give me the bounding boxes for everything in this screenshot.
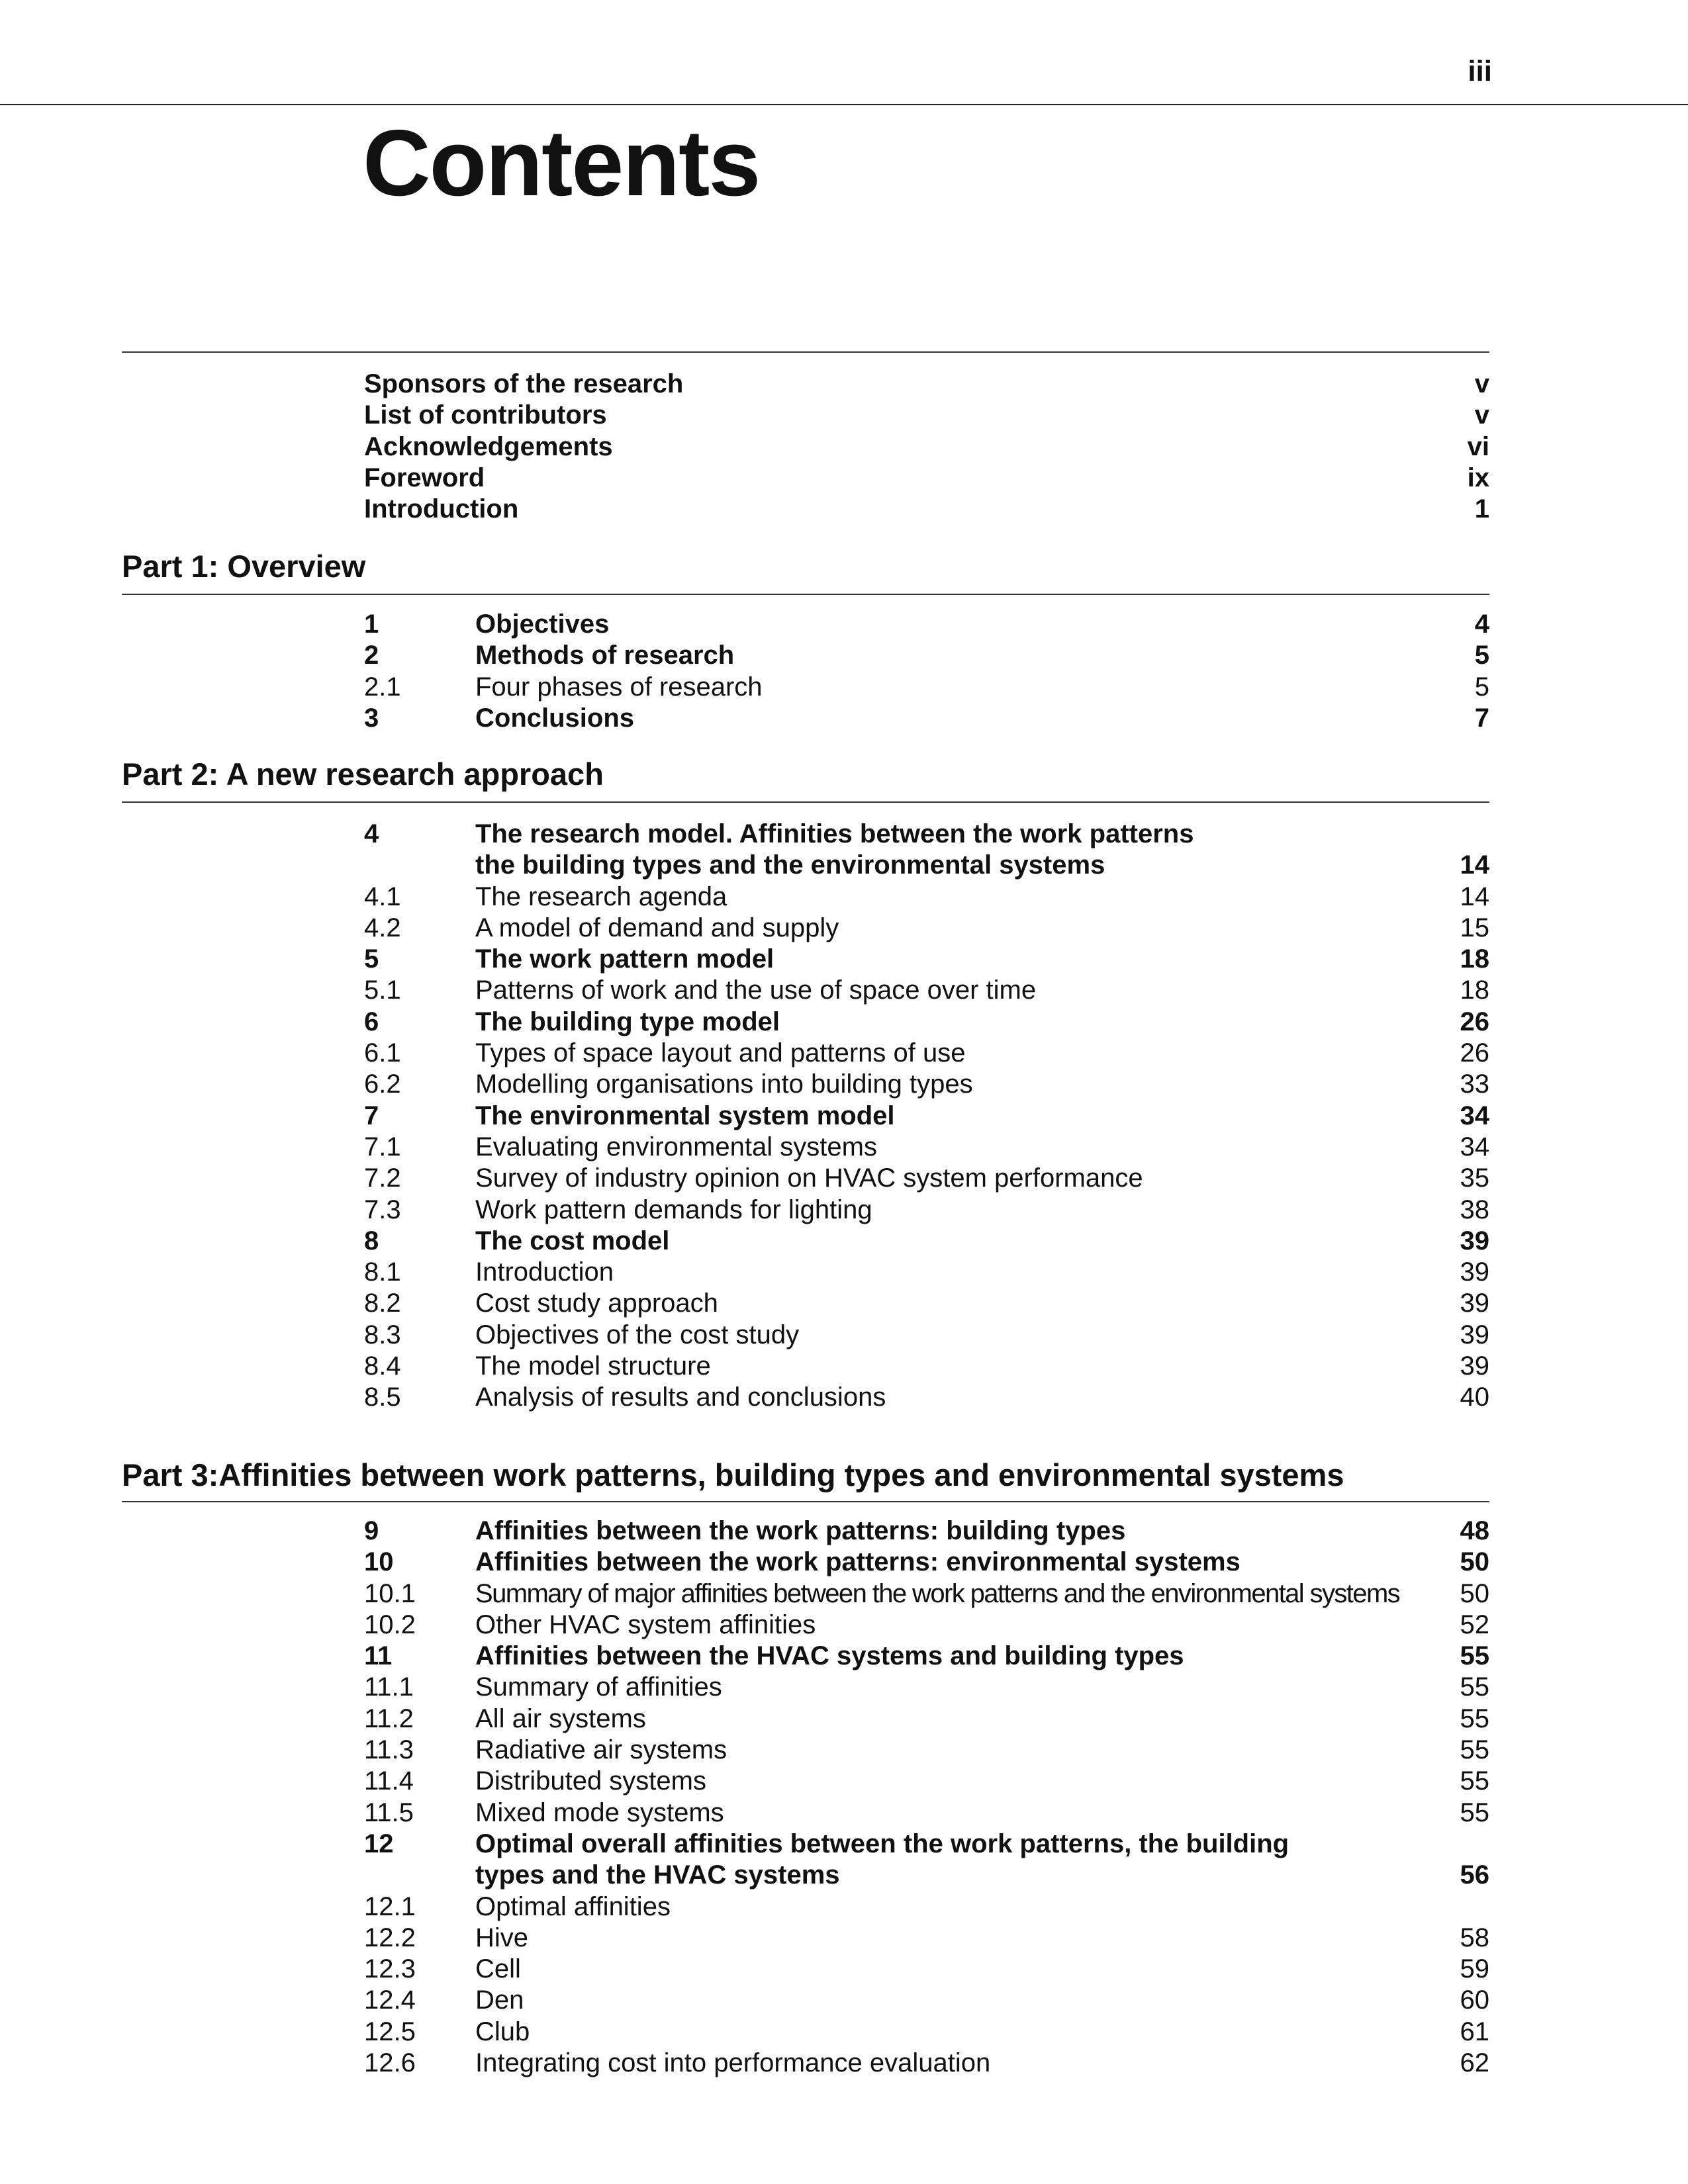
toc-entry-page: 14 [1460, 882, 1489, 911]
toc-entry-title: Analysis of results and conclusions [475, 1383, 886, 1412]
toc-entry-page: 61 [1460, 2017, 1489, 2046]
toc-entry-title: Conclusions [475, 703, 635, 733]
toc-entry-title: The cost model [475, 1226, 670, 1255]
toc-entry-title: Summary of major affinities between the work patterns and the environmental systems [475, 1578, 1400, 1608]
toc-entry [0, 1954, 1688, 1985]
toc-entry-number: 11.5 [364, 1797, 414, 1827]
toc-entry [0, 2048, 1688, 2079]
toc-entry-number: 8.4 [364, 1351, 401, 1381]
toc-entry-title: Methods of research [475, 641, 735, 670]
toc-entry-page: 55 [1460, 1704, 1489, 1733]
toc-entry-title: Modelling organisations into building types [475, 1069, 973, 1099]
toc-entry [0, 1132, 1688, 1163]
page-title: Contents [363, 111, 760, 216]
toc-entry-page: 55 [1460, 1735, 1489, 1765]
toc-entry [0, 1226, 1688, 1257]
toc-entry-page: vi [1467, 432, 1489, 461]
part-3-rule [122, 1501, 1489, 1502]
toc-entry-title: The research model. Affinities between the work patterns [475, 819, 1194, 848]
toc-entry [0, 1891, 1688, 1923]
toc-entry [0, 1735, 1688, 1766]
toc-entry [0, 913, 1688, 944]
toc-entry-page: 1 [1474, 494, 1489, 524]
part-heading-3: Part 3:Affinities between work patterns, building types and environmental systems [122, 1457, 1344, 1492]
toc-entry [0, 850, 1688, 881]
toc-entry-title: The building type model [475, 1007, 780, 1036]
toc-entry [0, 1641, 1688, 1672]
toc-entry [0, 1038, 1688, 1069]
toc-entry-number: 2 [364, 641, 379, 670]
toc-entry [0, 640, 1688, 671]
toc-entry-number: 10.1 [364, 1578, 416, 1608]
toc-entry-number: 1 [364, 610, 379, 639]
toc-entry-number: 6.1 [364, 1038, 401, 1068]
toc-entry-number: 8.1 [364, 1257, 401, 1287]
toc-entry-page: ix [1467, 463, 1489, 492]
toc-entry-title: Distributed systems [475, 1766, 706, 1796]
toc-entry-number: 9 [364, 1516, 379, 1545]
toc-entry-title: Objectives [475, 610, 610, 639]
toc-entry-title: The environmental system model [475, 1101, 895, 1130]
toc-entry-number: 4.1 [364, 882, 401, 911]
toc-entry-number: 3 [364, 703, 379, 733]
toc-entry-number: 4 [364, 819, 379, 848]
toc-entry [0, 1288, 1688, 1319]
toc-entry [0, 432, 1688, 463]
toc-entry-title: All air systems [475, 1704, 646, 1733]
toc-entry-title: Optimal affinities [475, 1891, 671, 1921]
toc-entry [0, 1578, 1688, 1610]
toc-entry-number: 12.1 [364, 1891, 416, 1921]
toc-entry [0, 1797, 1688, 1829]
toc-entry-title: The work pattern model [475, 944, 774, 974]
toc-entry-title: Types of space layout and patterns of use [475, 1038, 966, 1068]
toc-entry-title: Evaluating environmental systems [475, 1132, 877, 1161]
toc-entry-title: Mixed mode systems [475, 1797, 724, 1827]
toc-entry-number: 8.3 [364, 1320, 401, 1349]
toc-entry-page: 14 [1460, 850, 1489, 880]
toc-entry-page: v [1474, 400, 1489, 430]
toc-entry [0, 1829, 1688, 1860]
toc-entry [0, 609, 1688, 640]
toc-entry-title: The research agenda [475, 882, 727, 911]
toc-entry-page: 60 [1460, 1985, 1489, 2015]
toc-entry-title: Patterns of work and the use of space over time [475, 976, 1037, 1005]
toc-entry-title: A model of demand and supply [475, 913, 839, 942]
toc-entry [0, 1101, 1688, 1132]
toc-entry [0, 1007, 1688, 1038]
toc-entry [0, 1923, 1688, 1954]
toc-entry [0, 1610, 1688, 1641]
toc-entry-title: Radiative air systems [475, 1735, 727, 1765]
toc-entry-page: 34 [1460, 1132, 1489, 1161]
toc-entry-number: 10.2 [364, 1610, 416, 1639]
toc-entry-page: 48 [1460, 1516, 1489, 1545]
toc-entry-title: Introduction [364, 494, 519, 524]
toc-entry [0, 1985, 1688, 2016]
toc-entry-title: Den [475, 1985, 524, 2015]
toc-entry-title: Survey of industry opinion on HVAC system performance [475, 1163, 1143, 1193]
toc-entry-title: Affinities between the work patterns: environmental systems [475, 1547, 1241, 1577]
toc-entry-number: 2.1 [364, 672, 401, 702]
toc-entry-title: Integrating cost into performance evaluation [475, 2048, 991, 2078]
toc-entry-title: Cost study approach [475, 1289, 718, 1318]
toc-entry-page: 40 [1460, 1383, 1489, 1412]
toc-entry-number: 6.2 [364, 1069, 401, 1099]
toc-entry [0, 463, 1688, 494]
part-heading-1: Part 1: Overview [122, 549, 366, 584]
toc-entry [0, 819, 1688, 850]
toc-entry-title: Summary of affinities [475, 1672, 722, 1702]
toc-entry-page: 55 [1460, 1766, 1489, 1796]
toc-entry [0, 944, 1688, 975]
part-2-entries [0, 819, 1688, 1414]
toc-entry-number: 11.2 [364, 1704, 414, 1733]
toc-entry [0, 369, 1688, 400]
header-rule [0, 104, 1688, 105]
toc-entry-page: 50 [1460, 1547, 1489, 1577]
toc-entry-page: 5 [1474, 641, 1489, 670]
toc-entry [0, 1320, 1688, 1351]
toc-entry-page: 18 [1460, 944, 1489, 974]
toc-entry-page: 50 [1460, 1578, 1489, 1608]
toc-entry-page: 39 [1460, 1320, 1489, 1349]
toc-entry [0, 1704, 1688, 1735]
toc-entry-title: types and the HVAC systems [475, 1860, 840, 1890]
toc-entry-number: 4.2 [364, 913, 401, 942]
toc-entry-page: 39 [1460, 1289, 1489, 1318]
toc-entry [0, 494, 1688, 525]
toc-entry-page: 5 [1474, 672, 1489, 702]
toc-entry-title: Optimal overall affinities between the work patterns, the building [475, 1829, 1289, 1858]
toc-entry-number: 11.1 [364, 1672, 414, 1702]
toc-entry-number: 5.1 [364, 976, 401, 1005]
part-1-rule [122, 594, 1489, 595]
toc-entry [0, 1351, 1688, 1382]
toc-entry-page: 4 [1474, 610, 1489, 639]
toc-entry-title: Hive [475, 1923, 529, 1952]
toc-entry-page: 35 [1460, 1163, 1489, 1193]
toc-entry-page: 59 [1460, 1954, 1489, 1984]
toc-entry-title: Introduction [475, 1257, 614, 1287]
toc-entry-title: Other HVAC system affinities [475, 1610, 816, 1639]
toc-entry [0, 975, 1688, 1006]
toc-entry-number: 7 [364, 1101, 379, 1130]
toc-entry-title: Club [475, 2017, 530, 2046]
toc-entry-page: 38 [1460, 1195, 1489, 1224]
front-matter-rule [122, 351, 1489, 353]
toc-entry-page: 15 [1460, 913, 1489, 942]
toc-entry [0, 2017, 1688, 2048]
toc-entry-number: 5 [364, 944, 379, 974]
toc-entry-number: 7.1 [364, 1132, 401, 1161]
toc-entry-page: 34 [1460, 1101, 1489, 1130]
toc-entry [0, 1516, 1688, 1547]
toc-entry-page: 18 [1460, 976, 1489, 1005]
toc-entry-number: 8 [364, 1226, 379, 1255]
toc-entry [0, 1672, 1688, 1703]
toc-entry-number: 12.2 [364, 1923, 416, 1952]
part-2-rule [122, 801, 1489, 803]
toc-entry [0, 400, 1688, 431]
toc-entry [0, 703, 1688, 734]
toc-entry-page: 52 [1460, 1610, 1489, 1639]
toc-entry [0, 1547, 1688, 1578]
toc-entry-page: 26 [1460, 1007, 1489, 1036]
toc-entry-title: The model structure [475, 1351, 711, 1381]
toc-entry [0, 1257, 1688, 1288]
toc-entry-page: v [1474, 369, 1489, 398]
toc-entry-title: Work pattern demands for lighting [475, 1195, 872, 1224]
toc-entry [0, 882, 1688, 913]
toc-entry-title: List of contributors [364, 400, 607, 430]
front-matter-list [0, 369, 1688, 525]
toc-entry-number: 12 [364, 1829, 394, 1858]
toc-entry-number: 10 [364, 1547, 394, 1577]
toc-entry-number: 8.5 [364, 1383, 401, 1412]
toc-entry-number: 12.6 [364, 2048, 416, 2078]
toc-entry-title: Objectives of the cost study [475, 1320, 800, 1349]
toc-entry-title: Cell [475, 1954, 521, 1984]
toc-entry-number: 12.3 [364, 1954, 416, 1984]
toc-entry-number: 7.3 [364, 1195, 401, 1224]
toc-entry-page: 56 [1460, 1860, 1489, 1890]
toc-entry-title: Sponsors of the research [364, 369, 684, 398]
toc-entry [0, 1069, 1688, 1100]
toc-entry-number: 8.2 [364, 1289, 401, 1318]
part-heading-2: Part 2: A new research approach [122, 756, 604, 792]
toc-entry [0, 1382, 1688, 1413]
toc-entry-number: 7.2 [364, 1163, 401, 1193]
toc-entry-number: 11 [364, 1641, 393, 1671]
toc-entry-page: 58 [1460, 1923, 1489, 1952]
toc-entry-title: Four phases of research [475, 672, 763, 702]
toc-entry-page: 62 [1460, 2048, 1489, 2078]
toc-entry-title: Affinities between the HVAC systems and building types [475, 1641, 1184, 1671]
toc-entry-number: 11.3 [364, 1735, 414, 1765]
part-3-entries [0, 1516, 1688, 2079]
toc-entry-title: Acknowledgements [364, 432, 613, 461]
toc-entry-page: 39 [1460, 1226, 1489, 1255]
toc-entry-page: 7 [1474, 703, 1489, 733]
toc-entry-page: 39 [1460, 1351, 1489, 1381]
toc-entry [0, 1860, 1688, 1891]
toc-entry-number: 12.5 [364, 2017, 416, 2046]
toc-entry-number: 12.4 [364, 1985, 416, 2015]
toc-entry-page: 26 [1460, 1038, 1489, 1068]
toc-entry-page: 55 [1460, 1797, 1489, 1827]
toc-entry [0, 1163, 1688, 1194]
page-number: iii [1468, 55, 1492, 87]
toc-entry-title: the building types and the environmental systems [475, 850, 1105, 880]
toc-entry [0, 672, 1688, 703]
toc-entry-page: 33 [1460, 1069, 1489, 1099]
toc-entry-number: 6 [364, 1007, 379, 1036]
toc-entry-number: 11.4 [364, 1766, 414, 1796]
toc-entry-page: 55 [1460, 1641, 1489, 1671]
toc-entry-title: Foreword [364, 463, 485, 492]
toc-entry-page: 39 [1460, 1257, 1489, 1287]
toc-entry-page: 55 [1460, 1672, 1489, 1702]
part-1-entries [0, 609, 1688, 734]
toc-entry-title: Affinities between the work patterns: building types [475, 1516, 1126, 1545]
toc-entry [0, 1766, 1688, 1797]
toc-entry [0, 1195, 1688, 1226]
